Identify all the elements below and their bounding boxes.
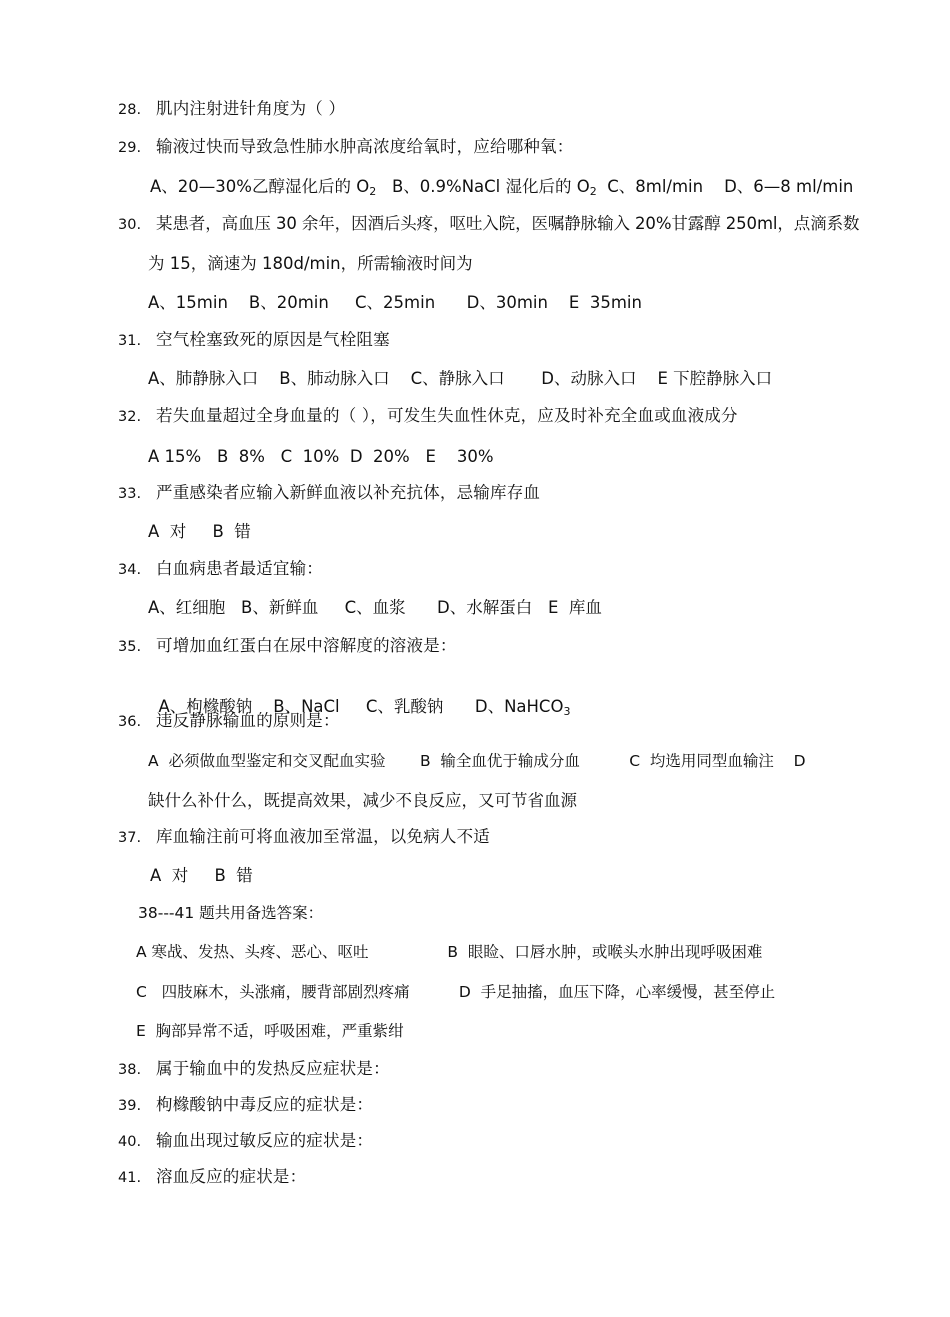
question-text: 严重感染者应输入新鲜血液以补充抗体，忌输库存血	[156, 483, 541, 502]
question-40	[118, 1130, 373, 1153]
question-31-options: A、肺静脉入口 B、肺动脉入口 C、静脉入口 D、动脉入口 E 下腔静脉入口	[148, 369, 773, 388]
question-text: 某患者，高血压 30 余年，因酒后头疼，呕吐入院，医嘱静脉输入 20%甘露醇 250ml，点滴系数	[156, 214, 860, 233]
question-29-options	[150, 176, 853, 198]
question-30	[118, 213, 859, 236]
question-34	[118, 558, 323, 581]
question-30-text-cont: 为 15，滴速为 180d/min，所需输液时间为	[148, 254, 473, 273]
question-35	[118, 635, 457, 658]
question-36-options-cont: 缺什么补什么，既提高效果，减少不良反应，又可节省血源	[148, 791, 577, 810]
question-33	[118, 482, 540, 505]
question-number: 29.	[118, 140, 142, 156]
question-41	[118, 1166, 306, 1189]
question-text: 输血出现过敏反应的症状是：	[156, 1131, 374, 1150]
question-number: 41.	[118, 1170, 142, 1186]
question-text: 输液过快而导致急性肺水肿高浓度给氧时，应给哪种氧：	[156, 137, 574, 156]
question-number: 33.	[118, 486, 142, 502]
option-c: C、8ml/min	[607, 177, 704, 196]
question-37	[118, 826, 490, 849]
question-36-options: A 必须做血型鉴定和交叉配血实验 B 输全血优于输成分血 C 均选用同型血输注 D	[148, 752, 806, 770]
options-text: A、枸橼酸钠 B、NaCl C、乳酸钠 D、NaHCO	[158, 697, 564, 716]
shared-answers-heading: 38---41 题共用备选答案：	[138, 904, 324, 922]
question-39	[118, 1094, 373, 1117]
question-number: 38.	[118, 1062, 142, 1078]
question-text: 枸橼酸钠中毒反应的症状是：	[156, 1095, 374, 1114]
question-text: 肌内注射进针角度为（ ）	[156, 99, 346, 118]
question-text: 白血病患者最适宜输：	[156, 559, 323, 578]
option-d: D、6—8 ml/min	[724, 177, 854, 196]
question-text: 库血输注前可将血液加至常温，以免病人不适	[156, 827, 490, 846]
shared-answer-line: E 胸部异常不适，呼吸困难，严重紫绀	[136, 1022, 404, 1040]
subscript: 3	[563, 705, 571, 718]
question-number: 40.	[118, 1134, 142, 1150]
question-31	[118, 329, 390, 352]
question-38	[118, 1058, 390, 1081]
subscript: 2	[589, 185, 597, 198]
question-32	[118, 405, 738, 428]
shared-answer-line: C 四肢麻木，头涨痛，腰背部剧烈疼痛 D 手足抽搐，血压下降，心率缓慢，甚至停止	[136, 983, 776, 1001]
question-text: 空气栓塞致死的原因是气栓阻塞	[156, 330, 390, 349]
subscript: 2	[369, 185, 377, 198]
option-b: B、0.9%NaCl 湿化后的 O	[391, 177, 590, 196]
question-32-options: A 15% B 8% C 10% D 20% E 30%	[148, 447, 494, 466]
question-number: 34.	[118, 562, 142, 578]
question-number: 30.	[118, 217, 142, 233]
question-30-options: A、15min B、20min C、25min D、30min E 35min	[148, 293, 642, 312]
question-text: 违反静脉输血的原则是：	[156, 711, 340, 730]
question-number: 37.	[118, 830, 142, 846]
question-37-options: A 对 B 错	[150, 866, 253, 885]
option-a: A、20—30%乙醇湿化后的 O	[150, 177, 370, 196]
question-29	[118, 136, 574, 159]
shared-answer-line: A 寒战、发热、头疼、恶心、呕吐 B 眼睑、口唇水肿，或喉头水肿出现呼吸困难	[136, 943, 763, 961]
question-number: 31.	[118, 333, 142, 349]
question-33-options: A 对 B 错	[148, 522, 251, 541]
question-text: 若失血量超过全身血量的（ ），可发生失血性休克，应及时补充全血或血液成分	[156, 406, 738, 425]
question-text: 溶血反应的症状是：	[156, 1167, 307, 1186]
question-number: 36.	[118, 714, 142, 730]
question-34-options: A、红细胞 B、新鲜血 C、血浆 D、水解蛋白 E 库血	[148, 598, 602, 617]
question-number: 32.	[118, 409, 142, 425]
question-number: 35.	[118, 639, 142, 655]
question-number: 28.	[118, 102, 142, 118]
question-number: 39.	[118, 1098, 142, 1114]
question-28	[118, 98, 345, 121]
question-text: 属于输血中的发热反应症状是：	[156, 1059, 390, 1078]
question-text: 可增加血红蛋白在尿中溶解度的溶液是：	[156, 636, 457, 655]
question-36	[118, 710, 340, 733]
